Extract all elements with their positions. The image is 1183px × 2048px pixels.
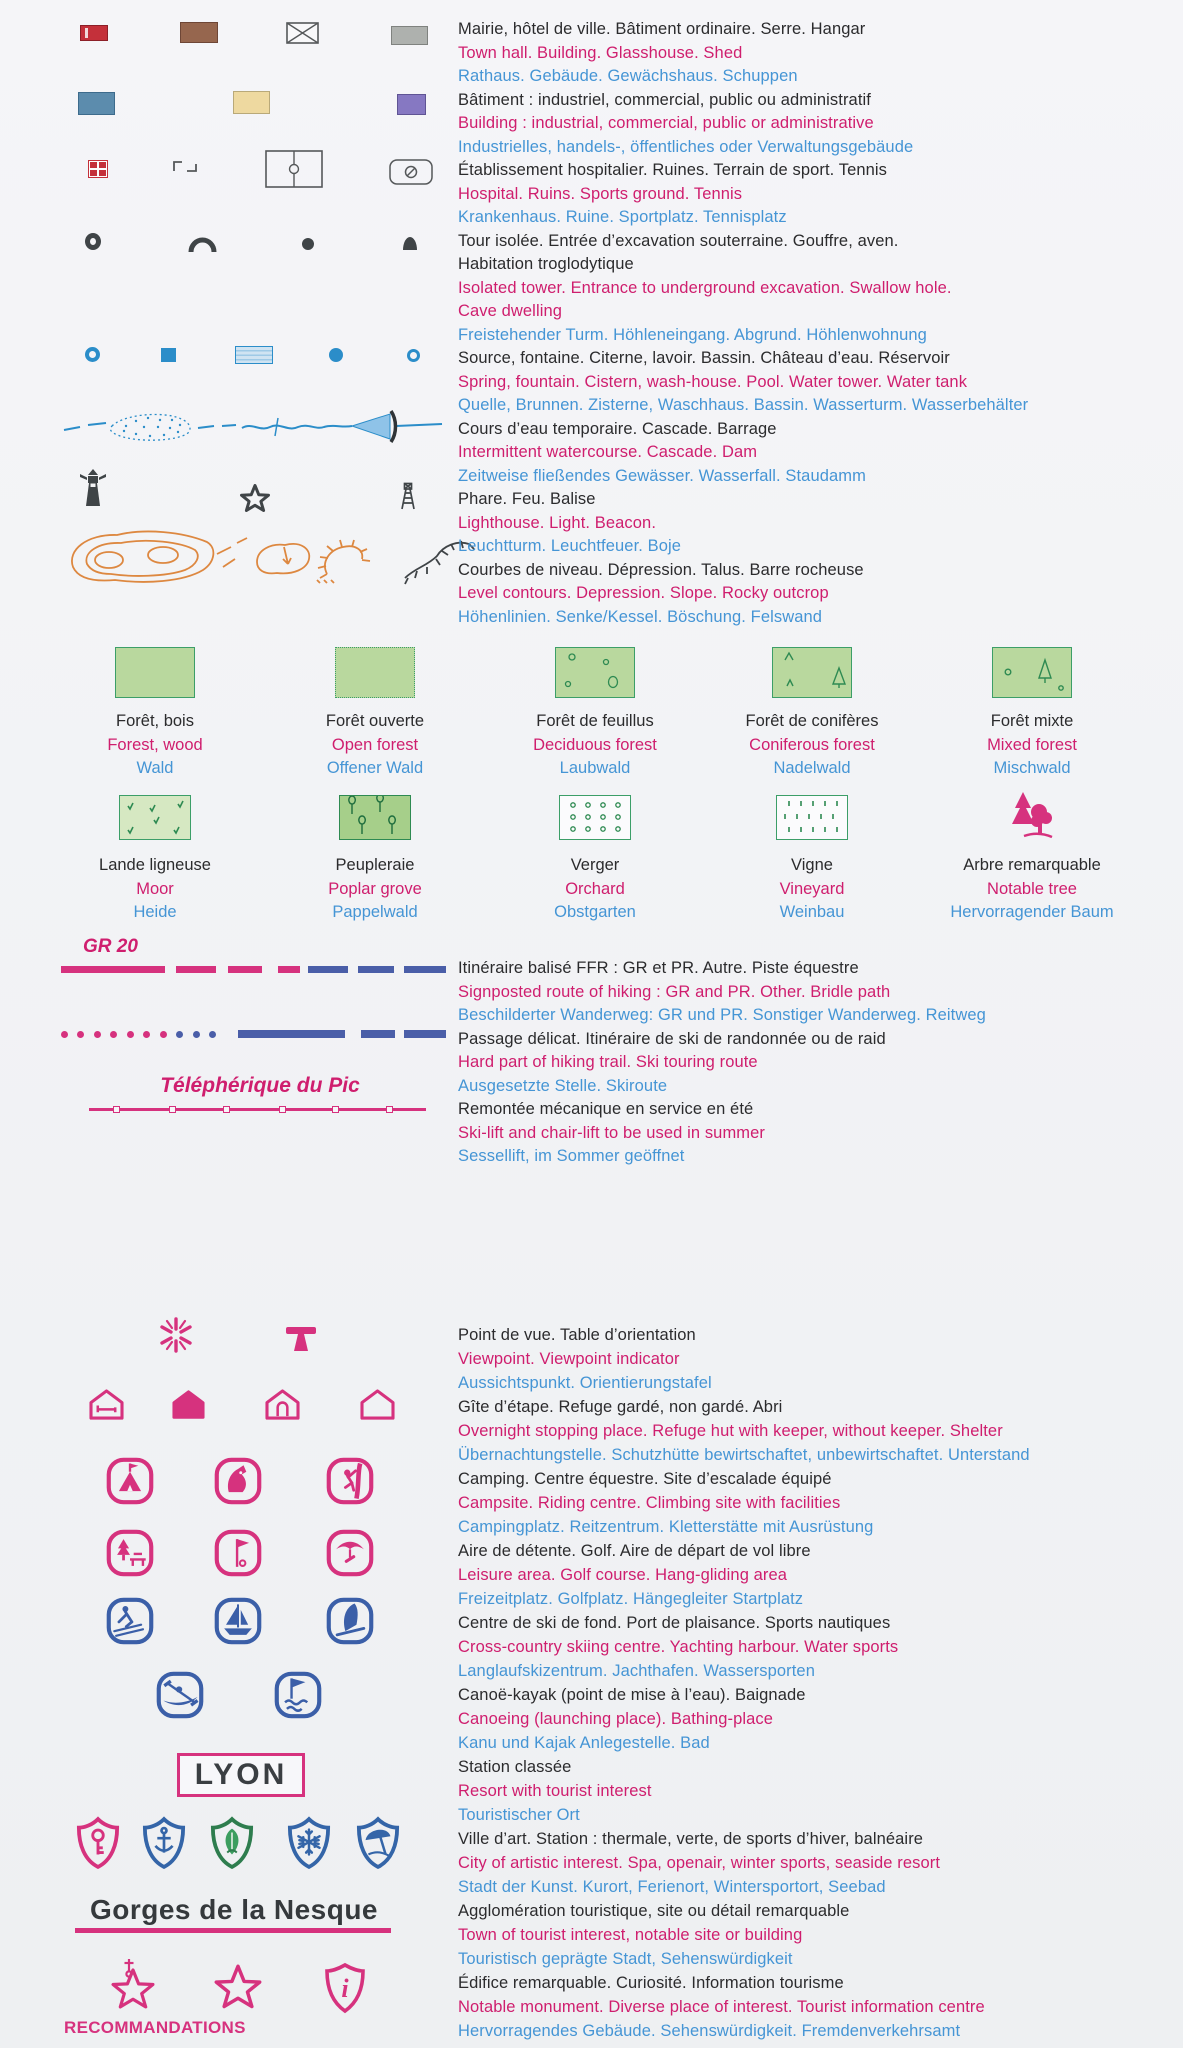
legend-line: Sessellift, im Sommer geöffnet — [458, 1147, 685, 1165]
viewpoint-icon — [158, 1317, 194, 1353]
lighthouse-icon — [80, 468, 106, 508]
wash-house-icon — [235, 346, 273, 364]
hang-gliding-icon — [326, 1529, 374, 1577]
orchard-swatch — [559, 795, 631, 840]
watersports-icon — [326, 1597, 374, 1645]
forest-label: Forêt de feuillus Deciduous forest Laubwald — [533, 712, 657, 777]
legend-line: Rathaus. Gebäude. Gewächshaus. Schuppen — [458, 67, 798, 85]
refuge-no-keeper-icon — [265, 1389, 300, 1420]
legend-top-text — [458, 18, 1028, 629]
excavation-entrance-icon — [188, 236, 217, 253]
legend-line: Level contours. Depression. Slope. Rocky outcrop — [458, 584, 829, 602]
contours-graphic — [65, 522, 475, 597]
beacon-icon — [399, 482, 417, 510]
legend-line: Hard part of hiking trail. Ski touring route — [458, 1053, 758, 1071]
art-city-shield-icon — [76, 1816, 120, 1870]
legend-line: Édifice remarquable. Curiosité. Information tourisme — [458, 1974, 844, 1992]
mixed-forest-swatch — [992, 647, 1072, 698]
bridle-path-dash — [308, 966, 348, 973]
gr-route-label: GR 20 — [83, 936, 138, 957]
legend-line: Campingplatz. Reitzentrum. Kletterstätte mit Ausrüstung — [458, 1518, 874, 1536]
tourist-info-icon — [322, 1962, 368, 2014]
isolated-tower-icon — [85, 233, 101, 250]
legend-line: Canoeing (launching place). Bathing-place — [458, 1710, 774, 1728]
bridle-path-dash — [404, 966, 446, 973]
ruins-icon — [172, 160, 198, 173]
legend-line: Intermittent watercourse. Cascade. Dam — [458, 443, 758, 461]
forest-label: Forêt ouverte Open forest Offener Wald — [325, 712, 425, 777]
shed-swatch — [391, 26, 428, 45]
legend-line: Passage délicat. Itinéraire de ski de randonnée ou de raid — [458, 1029, 886, 1048]
leisure-area-icon — [106, 1529, 154, 1577]
recommandations-label — [64, 2018, 246, 2038]
watercourse-graphic — [60, 406, 445, 448]
hard-passage-dot — [110, 1031, 117, 1038]
legend-line: Übernachtungstelle. Schutzhütte bewirtschaftet, unbewirtschaftet. Unterstand — [458, 1446, 1030, 1464]
legend-line: Remontée mécanique en service en été — [458, 1100, 754, 1118]
gr-line-solid — [61, 966, 165, 973]
legend-mid-text — [458, 957, 986, 1169]
light-icon — [240, 484, 270, 512]
legend-line: City of artistic interest. Spa, openair, winter sports, seaside resort — [458, 1854, 941, 1872]
legend-line: Signposted route of hiking : GR and PR. Other. Bridle path — [458, 982, 891, 1001]
legend-line: Zeitweise fließendes Gewässer. Wasserfall. Staudamm — [458, 466, 866, 485]
hard-passage-dot — [176, 1031, 183, 1038]
golf-icon — [214, 1529, 262, 1577]
bridle-path-dash — [358, 966, 394, 973]
moor-swatch — [119, 795, 191, 840]
legend-line: Krankenhaus. Ruine. Sportplatz. Tennisplatz — [458, 208, 787, 226]
cableway-pylon — [223, 1106, 230, 1113]
classified-resort-box — [177, 1753, 305, 1797]
legend-line: Leuchtturm. Leuchtfeuer. Boje — [458, 537, 682, 555]
hard-passage-dot — [94, 1031, 101, 1038]
legend-line: Leisure area. Golf course. Hang-gliding area — [458, 1566, 788, 1584]
cableway-pylon — [113, 1106, 120, 1113]
cableway-line — [89, 1108, 426, 1111]
legend-line: Ski-lift and chair-lift to be used in summer — [458, 1123, 766, 1142]
poplar-grove-swatch — [339, 795, 411, 840]
legend-line: Gîte d’étape. Refuge gardé, non gardé. Abri — [458, 1398, 783, 1416]
cableway-pylon — [332, 1106, 339, 1113]
building-swatch — [180, 22, 218, 43]
refuge-keeper-icon — [172, 1389, 205, 1420]
pr-line-dash — [278, 966, 300, 973]
riding-icon — [214, 1457, 262, 1505]
legend-line: Viewpoint. Viewpoint indicator — [458, 1350, 680, 1368]
notable-tree-icon — [1008, 790, 1056, 842]
legend-line: Freistehender Turm. Höhleneingang. Abgrund. Höhlenwohnung — [458, 325, 927, 344]
legend-line: Touristisch geprägte Stadt, Sehenswürdigkeit — [458, 1950, 793, 1968]
forest-label: Forêt de conifères Coniferous forest Nadelwald — [745, 712, 879, 777]
coniferous-forest-swatch — [772, 647, 852, 698]
forest-label: Vigne Vineyard Weinbau — [779, 856, 845, 921]
forest-label: Verger Orchard Obstgarten — [554, 856, 636, 921]
forest-wood-swatch — [115, 647, 195, 698]
legend-line: Itinéraire balisé FFR : GR et PR. Autre. Piste équestre — [458, 959, 859, 977]
deciduous-forest-swatch — [555, 647, 635, 698]
gorges-label: Gorges de la Nesque — [89, 1894, 379, 1925]
legend-line: Hervorragendes Gebäude. Sehenswürdigkeit. Fremdenverkehrsamt — [458, 2022, 961, 2040]
ski-route-line — [404, 1030, 446, 1038]
legend-line: Isolated tower. Entrance to underground excavation. Swallow hole. — [458, 278, 952, 297]
legend-line: Aire de détente. Golf. Aire de départ de vol libre — [458, 1542, 811, 1560]
forest-label: Forêt mixte Mixed forest Mischwald — [987, 712, 1077, 777]
legend-line: Cave dwelling — [458, 302, 563, 320]
winter-sports-shield-icon — [287, 1816, 331, 1870]
legend-line: Town of tourist interest, notable site or building — [458, 1926, 803, 1944]
legend-line: Höhenlinien. Senke/Kessel. Böschung. Felswand — [458, 607, 823, 626]
legend-line: Bâtiment : industriel, commercial, public ou administratif — [458, 90, 871, 109]
hard-passage-dot — [127, 1031, 134, 1038]
legend-line: Ville d’art. Station : thermale, verte, de sports d’hiver, balnéaire — [458, 1830, 924, 1848]
ski-centre-icon — [106, 1597, 154, 1645]
legend-line: Mairie, hôtel de ville. Bâtiment ordinaire. Serre. Hangar — [458, 20, 866, 38]
water-tower-icon — [329, 348, 343, 362]
hard-passage-dot — [209, 1031, 216, 1038]
legend-line: Établissement hospitalier. Ruines. Terrain de sport. Tennis — [458, 161, 888, 179]
forest-label: Lande ligneuse Moor Heide — [99, 856, 211, 921]
legend-line: Phare. Feu. Balise — [458, 490, 596, 508]
legend-line: Agglomération touristique, site ou détail remarquable — [458, 1902, 850, 1920]
lyon-label: LYON — [194, 1758, 288, 1791]
spring-icon — [85, 347, 100, 362]
open-forest-swatch — [335, 647, 415, 698]
public-building-swatch — [397, 94, 426, 115]
green-resort-shield-icon — [210, 1816, 254, 1870]
hospital-icon — [88, 160, 108, 178]
legend-line: Freizeitplatz. Golfplatz. Hängegleiter Startplatz — [458, 1590, 804, 1608]
industrial-building-swatch — [78, 92, 115, 115]
ski-route-line — [238, 1030, 345, 1038]
legend-line: Lighthouse. Light. Beacon. — [458, 513, 656, 532]
glasshouse-icon — [286, 22, 319, 44]
hard-passage-dot — [143, 1031, 150, 1038]
cableway-pylon — [169, 1106, 176, 1113]
cave-dwelling-icon — [402, 236, 418, 251]
town-hall-swatch — [80, 25, 108, 41]
hard-passage-dot — [61, 1031, 68, 1038]
orientation-table-icon — [285, 1324, 317, 1352]
tennis-icon — [389, 159, 433, 185]
legend-line: Town hall. Building. Glasshouse. Shed — [458, 43, 743, 62]
cableway-pylon — [386, 1106, 393, 1113]
cableway-label: Téléphérique du Pic — [160, 1074, 360, 1097]
hard-passage-dot — [193, 1031, 200, 1038]
legend-line: Stadt der Kunst. Kurort, Ferienort, Wintersportort, Seebad — [458, 1878, 886, 1896]
legend-line: Beschilderter Wanderweg: GR und PR. Sonstiger Wanderweg. Reitweg — [458, 1006, 986, 1024]
curiosity-star-icon — [214, 1964, 262, 2010]
legend-line: Hospital. Ruins. Sports ground. Tennis — [458, 184, 743, 203]
swallow-hole-icon — [302, 238, 314, 250]
spa-resort-shield-icon — [142, 1816, 186, 1870]
forest-label: Peupleraie Poplar grove Pappelwald — [328, 856, 422, 921]
recommandations-text: RECOMMANDATIONS — [64, 2018, 246, 2037]
legend-line: Cours d’eau temporaire. Cascade. Barrage — [458, 419, 777, 438]
legend-line: Camping. Centre équestre. Site d’escalade équipé — [458, 1470, 832, 1488]
ski-route-line — [361, 1030, 395, 1038]
legend-line: Langlaufskizentrum. Jachthafen. Wassersporten — [458, 1662, 815, 1680]
climbing-icon — [326, 1457, 374, 1505]
gite-icon — [89, 1389, 124, 1420]
legend-line: Cross-country skiing centre. Yachting harbour. Water sports — [458, 1638, 899, 1656]
hard-passage-dot — [160, 1031, 167, 1038]
cableway-pylon — [279, 1106, 286, 1113]
legend-line: Resort with tourist interest — [458, 1782, 652, 1800]
legend-line: Ausgesetzte Stelle. Skiroute — [458, 1076, 668, 1095]
legend-line: Overnight stopping place. Refuge hut with keeper, without keeper. Shelter — [458, 1422, 1003, 1440]
legend-line: Touristischer Ort — [458, 1806, 580, 1824]
legend-line: Campsite. Riding centre. Climbing site with facilities — [458, 1494, 841, 1512]
legend-line: Habitation troglodytique — [458, 255, 634, 273]
vineyard-swatch — [776, 795, 848, 840]
legend-line: Quelle, Brunnen. Zisterne, Waschhaus. Bassin. Wasserturm. Wasserbehälter — [458, 396, 1029, 414]
pr-line-dash — [228, 966, 262, 973]
canoe-icon — [156, 1671, 204, 1719]
harbour-icon — [214, 1597, 262, 1645]
legend-line: Canoë-kayak (point de mise à l’eau). Baignade — [458, 1686, 806, 1704]
cistern-icon — [161, 348, 176, 362]
sports-ground-icon — [265, 150, 323, 188]
legend-line: Notable monument. Diverse place of interest. Tourist information centre — [458, 1998, 985, 2016]
legend-line: Spring, fountain. Cistern, wash-house. Pool. Water tower. Water tank — [458, 372, 968, 391]
reservoir-icon — [407, 349, 420, 362]
svg-text:i: i — [341, 1974, 349, 2003]
legend-line: Source, fontaine. Citerne, lavoir. Bassin. Château d’eau. Réservoir — [458, 349, 950, 367]
commercial-building-swatch — [233, 91, 270, 114]
legend-line: Building : industrial, commercial, public or administrative — [458, 114, 874, 132]
notable-site-title — [75, 1894, 393, 1926]
legend-line: Kanu und Kajak Anlegestelle. Bad — [458, 1734, 710, 1752]
seaside-resort-shield-icon — [356, 1816, 400, 1870]
hard-passage-dot — [77, 1031, 84, 1038]
legend-line: Industrielles, handels-, öffentliches oder Verwaltungsgebäude — [458, 137, 914, 156]
legend-line: Point de vue. Table d’orientation — [458, 1326, 696, 1344]
pr-line-dash — [176, 966, 216, 973]
forest-label: Forêt, bois Forest, wood Wald — [107, 712, 203, 777]
bathing-icon — [274, 1671, 322, 1719]
monument-star-icon — [104, 1958, 162, 2010]
camping-icon — [106, 1457, 154, 1505]
shelter-icon — [360, 1389, 395, 1420]
legend-line: Tour isolée. Entrée d’excavation souterraine. Gouffre, aven. — [458, 231, 899, 250]
legend-line: Courbes de niveau. Dépression. Talus. Barre rocheuse — [458, 560, 864, 579]
notable-site-underline — [75, 1928, 391, 1933]
legend-line: Station classée — [458, 1758, 572, 1776]
forest-label: Arbre remarquable Notable tree Hervorragender Baum — [950, 856, 1114, 921]
legend-line: Aussichtspunkt. Orientierungstafel — [458, 1374, 712, 1392]
legend-line: Centre de ski de fond. Port de plaisance. Sports nautiques — [458, 1614, 891, 1632]
legend-bottom-text — [458, 1323, 1030, 2043]
